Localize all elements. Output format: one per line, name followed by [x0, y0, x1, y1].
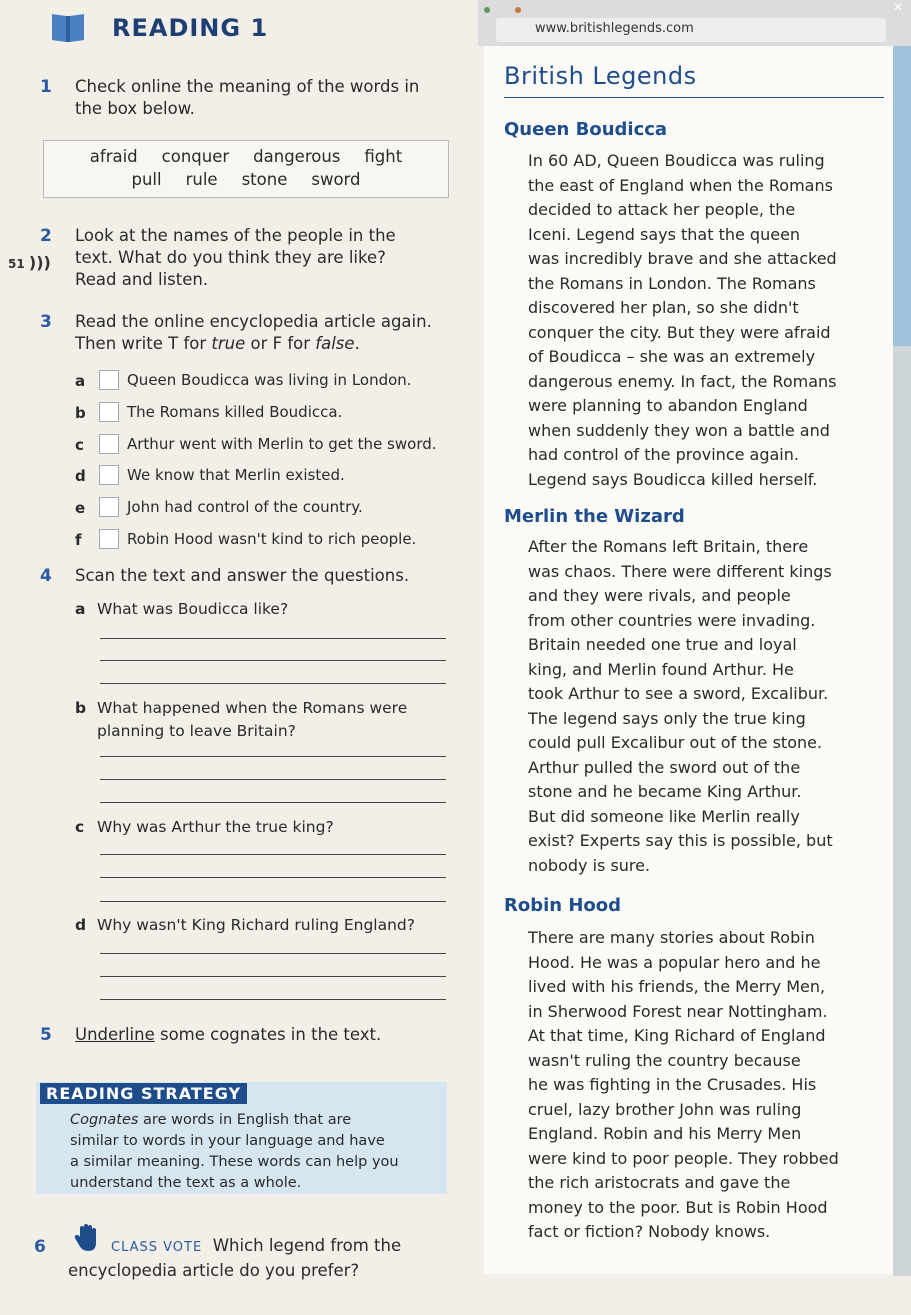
text-line: discovered her plan, so she didn't: [528, 298, 799, 317]
text-line: was chaos. There were different kings: [528, 561, 832, 581]
text-line: fact or fiction? Nobody knows.: [528, 1222, 771, 1241]
question-text: Why wasn't King Richard ruling England?: [97, 916, 415, 934]
text-line: nobody is sure.: [528, 855, 651, 875]
answer-line[interactable]: [100, 976, 446, 977]
text-line: exist? Experts say this is possible, but: [528, 831, 833, 850]
word: conquer: [161, 147, 230, 166]
text-line: In 60 AD, Queen Boudicca was ruling: [528, 151, 825, 170]
text-line: Iceni. Legend says that the queen: [528, 224, 801, 244]
item-text: John had control of the country.: [127, 498, 363, 516]
question-letter: b: [75, 699, 87, 717]
exercise-1-instruction: [75, 76, 419, 120]
text-line: when suddenly they won a battle and: [528, 420, 830, 440]
text-line: and they were rivals, and people: [528, 586, 791, 605]
text-line: had control of the province again.: [528, 445, 799, 464]
answer-box[interactable]: [99, 465, 119, 485]
reading-strategy-text: Cognates are words in English that are similar to words in your language and have a similar meaning. These words can help you understand the text as a whole.: [70, 1112, 399, 1191]
instruction-line: Read the online encyclopedia article again.: [75, 312, 432, 331]
raised-hand-icon: [74, 1223, 100, 1253]
answer-box[interactable]: [99, 529, 119, 549]
section-heading: Queen Boudicca: [504, 119, 668, 140]
question-text: planning to leave Britain?: [97, 722, 296, 740]
text-line: he was fighting in the Crusades. His: [528, 1075, 817, 1094]
question-letter: c: [75, 818, 85, 836]
answer-line[interactable]: [100, 660, 446, 661]
url-text: www.britishlegends.com: [535, 21, 694, 36]
word: rule: [185, 170, 218, 189]
text-line: king, and Merlin found Arthur. He: [528, 659, 794, 679]
word: sword: [311, 170, 361, 189]
question-letter: d: [75, 916, 87, 934]
text-line: were planning to abandon England: [528, 396, 808, 415]
answer-box[interactable]: [99, 370, 119, 390]
question-c: [75, 818, 334, 836]
text-line: was incredibly brave and she attacked: [528, 249, 837, 268]
class-vote-label: CLASS VOTE: [111, 1240, 203, 1255]
exercise-number: 1: [40, 77, 52, 97]
text-line: could pull Excalibur out of the stone.: [528, 733, 823, 752]
question-b: [75, 697, 407, 743]
text-line: were kind to poor people. They robbed: [528, 1148, 839, 1168]
reading-strategy-label: READING STRATEGY: [40, 1083, 247, 1104]
item-text: Queen Boudicca was living in London.: [127, 371, 412, 389]
item-text: The Romans killed Boudicca.: [127, 403, 343, 421]
text-line: the east of England when the Romans: [528, 175, 833, 195]
answer-line[interactable]: [100, 953, 446, 954]
text-line: cruel, lazy brother John was ruling: [528, 1099, 802, 1119]
window-dot-icon[interactable]: [484, 7, 490, 13]
question-text: Why was Arthur the true king?: [97, 818, 334, 836]
item-text: Robin Hood wasn't kind to rich people.: [127, 530, 417, 548]
audio-icon: ))): [28, 253, 51, 272]
item-letter: e: [75, 499, 86, 517]
text-line: The legend says only the true king: [528, 708, 806, 728]
scrollbar-thumb[interactable]: [893, 46, 911, 346]
exercise-number: 4: [40, 566, 52, 586]
question-text: What happened when the Romans were: [97, 699, 408, 717]
text-line: Arthur pulled the sword out of the: [528, 757, 801, 777]
item-text: Arthur went with Merlin to get the sword.: [127, 435, 437, 453]
section-text: [528, 535, 858, 878]
answer-box[interactable]: [99, 434, 119, 454]
audio-track-number: 51: [8, 257, 25, 271]
item-letter: f: [75, 531, 82, 549]
answer-line[interactable]: [100, 756, 446, 757]
title-divider: [504, 97, 884, 98]
text-line: the rich aristocrats and gave the: [528, 1173, 791, 1192]
word: fight: [364, 147, 403, 166]
word: stone: [241, 170, 288, 189]
exercise-2-instruction: [75, 225, 396, 291]
audio-track[interactable]: [8, 253, 51, 272]
text-line: Hood. He was a popular hero and he: [528, 952, 821, 972]
item-letter: d: [75, 467, 86, 485]
text-line: But did someone like Merlin really: [528, 806, 800, 826]
word-box-row-2: [44, 170, 448, 189]
text-line: At that time, King Richard of England: [528, 1026, 826, 1045]
answer-box[interactable]: [99, 497, 119, 517]
exercise-3-instruction: [75, 311, 432, 355]
text-line: lived with his friends, the Merry Men,: [528, 977, 826, 996]
answer-line[interactable]: [100, 683, 446, 684]
page-title: READING 1: [112, 14, 269, 42]
exercise-4-instruction: Scan the text and answer the questions.: [75, 566, 410, 585]
item-letter: b: [75, 404, 86, 422]
text-line: There are many stories about Robin: [528, 928, 815, 947]
answer-line[interactable]: [100, 779, 446, 780]
word-box: [43, 140, 449, 198]
text-line: in Sherwood Forest near Nottingham.: [528, 1001, 828, 1021]
question-d: [75, 916, 415, 934]
instruction-line: Read and listen.: [75, 270, 209, 289]
exercise-number: 6: [34, 1237, 46, 1257]
text-line: Britain needed one true and loyal: [528, 635, 797, 654]
answer-line[interactable]: [100, 854, 446, 855]
instruction-line: the box below.: [75, 99, 195, 118]
item-text: We know that Merlin existed.: [127, 466, 345, 484]
word: afraid: [89, 147, 138, 166]
item-letter: a: [75, 372, 86, 390]
word: pull: [131, 170, 162, 189]
text-line: England. Robin and his Merry Men: [528, 1124, 802, 1143]
answer-line[interactable]: [100, 901, 446, 902]
word-box-row-1: [44, 147, 448, 166]
item-letter: c: [75, 436, 84, 454]
text-line: After the Romans left Britain, there: [528, 537, 809, 556]
text-line: conquer the city. But they were afraid: [528, 322, 831, 342]
book-icon: [50, 10, 86, 44]
section-heading: Robin Hood: [504, 895, 622, 916]
question-text: What was Boudicca like?: [97, 600, 289, 618]
answer-line[interactable]: [100, 802, 446, 803]
close-icon[interactable]: ✕: [893, 0, 904, 14]
answer-line[interactable]: [100, 999, 446, 1000]
site-title: British Legends: [504, 62, 697, 90]
section-text: [528, 149, 858, 492]
scrollbar-track[interactable]: [893, 346, 911, 1276]
instruction-line: Then write T for true or F for false.: [75, 334, 360, 353]
instruction-line: Check online the meaning of the words in: [75, 77, 420, 96]
text-line: dangerous enemy. In fact, the Romans: [528, 371, 837, 391]
text-line: stone and he became King Arthur.: [528, 782, 802, 801]
exercise-number: 2: [40, 226, 52, 246]
instruction-line: text. What do you think they are like?: [75, 248, 386, 267]
answer-box[interactable]: [99, 402, 119, 422]
exercise-6-instruction-line2: encyclopedia article do you prefer?: [68, 1261, 360, 1280]
exercise-number: 3: [40, 312, 52, 332]
exercise-number: 5: [40, 1025, 52, 1045]
text-line: decided to attack her people, the: [528, 200, 796, 219]
answer-line[interactable]: [100, 638, 446, 639]
exercise-6-instruction: CLASS VOTE Which legend from the: [111, 1236, 402, 1255]
word: dangerous: [253, 147, 341, 166]
question-a: [75, 600, 288, 618]
exercise-5-instruction: Underline some cognates in the text.: [75, 1025, 382, 1044]
text-line: Legend says Boudicca killed herself.: [528, 469, 818, 489]
text-line: money to the poor. But is Robin Hood: [528, 1197, 828, 1217]
text-line: took Arthur to see a sword, Excalibur.: [528, 684, 829, 703]
section-heading: Merlin the Wizard: [504, 506, 685, 527]
text-line: from other countries were invading.: [528, 610, 816, 630]
window-dot-icon[interactable]: [515, 7, 521, 13]
instruction-line: Look at the names of the people in the: [75, 226, 396, 245]
text-line: of Boudicca – she was an extremely: [528, 347, 816, 366]
question-letter: a: [75, 600, 86, 618]
answer-line[interactable]: [100, 877, 446, 878]
section-text: [528, 926, 858, 1245]
text-line: wasn't ruling the country because: [528, 1050, 801, 1070]
text-line: the Romans in London. The Romans: [528, 273, 816, 293]
